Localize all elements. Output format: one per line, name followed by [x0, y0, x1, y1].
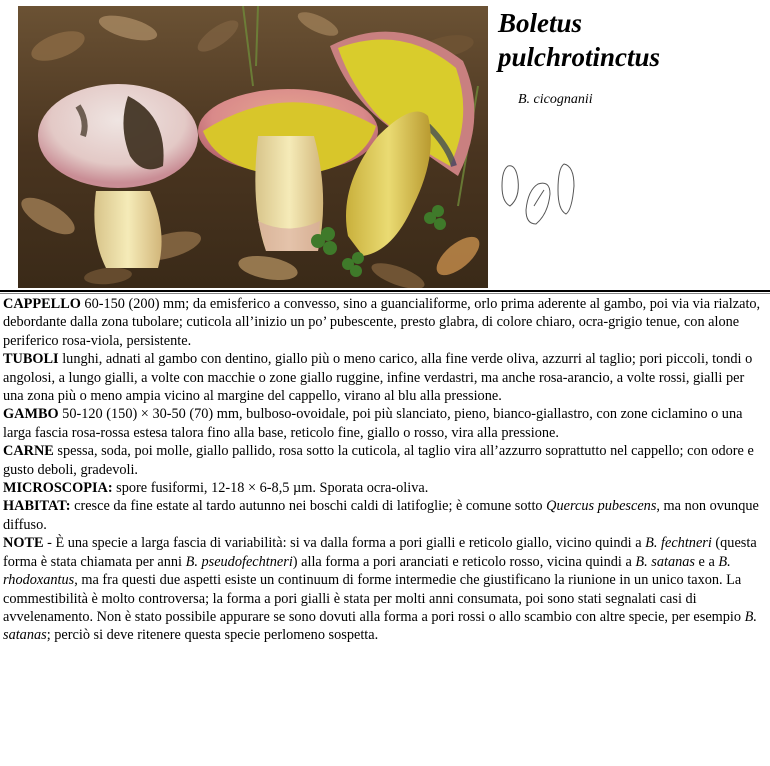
species-title-epithet: pulchrotinctus: [498, 42, 661, 72]
section-divider-thin: [0, 293, 770, 294]
species-name: B. satanas: [3, 608, 757, 644]
section-tuboli: [3, 350, 767, 405]
section-text: cresce da fine estate al tardo autunno nei boschi caldi di latifoglie; è comune sotto: [70, 498, 547, 515]
section-text: spore fusiformi, 12-18 × 6-8,5 µm. Sporata ocra-oliva.: [112, 480, 429, 497]
section-text: - È una specie a larga fascia di variabilità: si va dalla forma a pori gialli e reticolo giallo, vicino quindi a: [43, 535, 646, 552]
section-divider: [0, 290, 770, 292]
section-label: GAMBO: [3, 406, 59, 423]
synonym-label: B. cicognanii: [518, 92, 593, 107]
section-label: TUBOLI: [3, 351, 59, 368]
section-label: HABITAT:: [3, 498, 71, 515]
section-note: [3, 534, 767, 644]
section-text: 50-120 (150) × 30-50 (70) mm, bulboso-ovoidale, poi più slanciato, pieno, bianco-giallastro, con zone ciclamino o una larga fascia rosa-rossa estesa talora fino alla base, reticolo fine, giallo o rosso, vira alla pressione.: [3, 406, 743, 441]
description-body: [3, 295, 767, 645]
species-name: Quercus pubescens: [546, 498, 657, 515]
species-name: B. fechtneri: [645, 535, 712, 552]
species-name: B. satanas: [635, 553, 695, 570]
section-text: ; perciò si deve ritenere questa specie perlomeno sospetta.: [46, 627, 379, 644]
spore-drawing: [498, 162, 582, 230]
section-text: (questa forma è stata chiamata per anni: [3, 535, 757, 570]
section-carne: [3, 442, 767, 479]
section-text: , ma non ovunque diffuso.: [3, 498, 759, 533]
species-title-genus: Boletus: [498, 8, 583, 38]
section-gambo: [3, 405, 767, 442]
section-text: lunghi, adnati al gambo con dentino, giallo più o meno carico, alla fine verde oliva, azzurri al taglio; pori piccoli, tondi o angolosi, a lungo gialli, a volte con macchie o zone giallo ruggine, infine verdastri, ma anche rosa-arancio, a volte rossi, gialli per una zona più o meno ampia vicino al margine del cappello, virano al blu alla pressione.: [3, 351, 753, 405]
section-habitat: [3, 497, 767, 534]
spore-2-detail: [534, 190, 544, 206]
spore-2: [526, 183, 550, 224]
spore-3: [558, 164, 574, 214]
section-text: ) alla forma a pori aranciati e reticolo rosso, vicina quindi a: [292, 553, 636, 570]
section-text: e a: [694, 553, 719, 570]
spore-1: [502, 166, 518, 206]
mushroom-photo: [18, 6, 488, 288]
section-text: , ma fra questi due aspetti esiste un continuum di forme intermedie che giustificano la riunione in un unico taxon. La commestibilità è molto controversa; la forma a pori gialli è stata per molti anni consumata, poi sono stati segnalati casi di avvelenamento. Non è stato possibile appurare se sono dovuti alla forma a pori rossi o allo scambio con altre specie, per esempio: [3, 572, 745, 625]
section-cappello: [3, 295, 767, 350]
section-label: MICROSCOPIA:: [3, 480, 113, 497]
section-label: NOTE: [3, 535, 44, 552]
section-microscopia: [3, 479, 767, 497]
section-text: 60-150 (200) mm; da emisferico a convesso, sino a guancialiforme, orlo prima aderente al gambo, poi via via rialzato, debordante dalla zona tubolare; cuticola all’inizio un po’ pubescente, presto glabra, di colore chiaro, ocra-grigio tenue, con alone periferico rosa-viola, persistente.: [3, 296, 761, 349]
section-label: CARNE: [3, 443, 54, 460]
species-name: B. rhodoxantus: [3, 553, 731, 589]
section-label: CAPPELLO: [3, 296, 81, 312]
species-name: B. pseudofechtneri: [185, 553, 293, 570]
section-text: spessa, soda, poi molle, giallo pallido, rosa sotto la cuticola, al taglio vira all’azzurro soprattutto nel cappello; con odore e gusto deboli, gradevoli.: [3, 443, 754, 478]
species-title: [498, 6, 768, 74]
